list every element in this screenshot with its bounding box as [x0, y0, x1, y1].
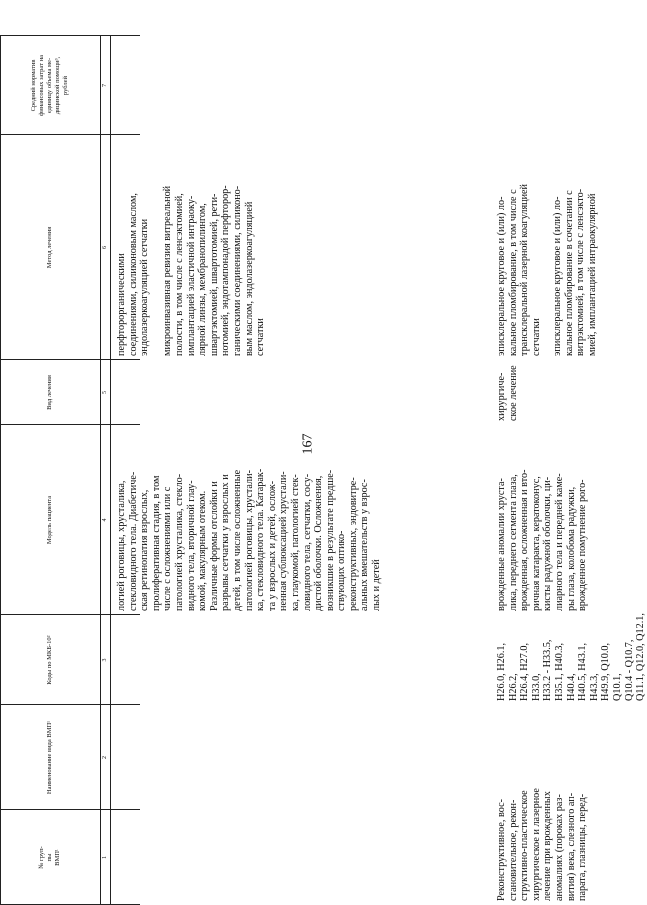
header-number-2: 2 [102, 756, 108, 759]
column-cost [0, 36, 600, 135]
patient-model-text-2: врожденные аномалии хруста- лика, переднего сегмента глаза, врожденная, осложненная и вто- ричная катаракта, кератоконус, кисты радужной оболочки, ци- лиарного тела и передней каме- ры глаза, колобома радужки, врожденное помутнение рого- [496, 469, 589, 611]
header-number-6: 6 [102, 246, 108, 249]
header-icd-codes: Коды по МКБ-10² [46, 635, 53, 685]
header-number-3: 3 [102, 658, 108, 662]
header-number-7: 7 [102, 84, 108, 87]
header-group-number: № груп- пы ВМП¹ [38, 846, 61, 869]
vmp-name-text-2: Реконструктивное, вос- становительное, рекон- структивно-пластическое хирургическое и лазерное лечение при врожденных аномалиях (пороках раз- вития) века, слезного ап- парата, глазницы, перед- [496, 788, 589, 901]
method-text-2a: эписклеральное круговое и (или) ло- кальное пломбирование, в том числе с трансклеральной лазерной коагуляцией сетчатки [496, 183, 542, 356]
patient-model-text-1: логией роговицы, хрусталика, стекловидного тела. Диабетиче- ская ретинопатия взрослых, пролиферативная стадия, в том числе с осложнениями или с патологией хрусталика, стекло- видного тела, вторичной глау- комой, макулярным отеком. Различные формы отслойки и разрывы сетчатки у взрослых и детей, в том числе осложненные патологией роговицы, хрустали- ка, стекловидного тела. Катарак- та у взрослых и детей, ослож- ненная сублюксацией хрустали- ка, глаукомой, патологией стек- ловидного тела, сетчатки, сосу- дистой оболочки. Осложнения, возникшие в результате предше- ствующих оптико- реконструктивных, эндовитре- альных вмешательств у взрос- лых и детей [116, 468, 383, 611]
header-number-1: 1 [102, 856, 108, 859]
header-method: Метод лечения [46, 226, 53, 269]
header-patient-model: Модель пациента [46, 495, 53, 545]
header-vmp-name: Наименование вида ВМП¹ [46, 720, 53, 795]
header-cost: Средний норматив финансовых затрат на единицу объема ме- дицинской помощи³, рублей [30, 55, 69, 116]
method-text-1: перфторорганическими соединениями, силиконовым маслом, эндолазеркоагуляцией сетчатки микроинвазивная ревизия витреальной полости, в том числе с ленсэктомией, имплантацией эластичной интраоку- лярной линзы, мембранопилингом, швартэктомией, швартотомией, рети- нотомией, эндотампонадой перфторор- ганическими соединениями, силиконо- вым маслом, эндолазеркоагуляцией сетчатки [116, 185, 267, 356]
rotated-table [0, 35, 647, 905]
treatment-type-text-2: хирургиче- ское лечение [496, 365, 519, 421]
page-number: 167 [300, 433, 316, 455]
method-text-2b: эписклеральное круговое и (или) ло- кальное пломбирование в сочетании с витрэктомией, в том числе с ленсэкто- мией, имплантацией интраокулярной [552, 188, 598, 356]
header-number-5: 5 [102, 391, 108, 394]
header-number-4: 4 [102, 518, 108, 522]
header-treatment-type: Вид лечения [46, 375, 53, 410]
icd-codes-text-2: H26.0, H26.1, H26.2, H26.4, H27.0, H33.0, H33.2 - H33.5, H35.1, H40.3, H40.4, H40.5, H43.1, H43.3, H49.9, Q10.0, Q10.1, Q10.4 - Q10.7, Q11.1, Q12.0, Q12.1, [496, 613, 647, 701]
